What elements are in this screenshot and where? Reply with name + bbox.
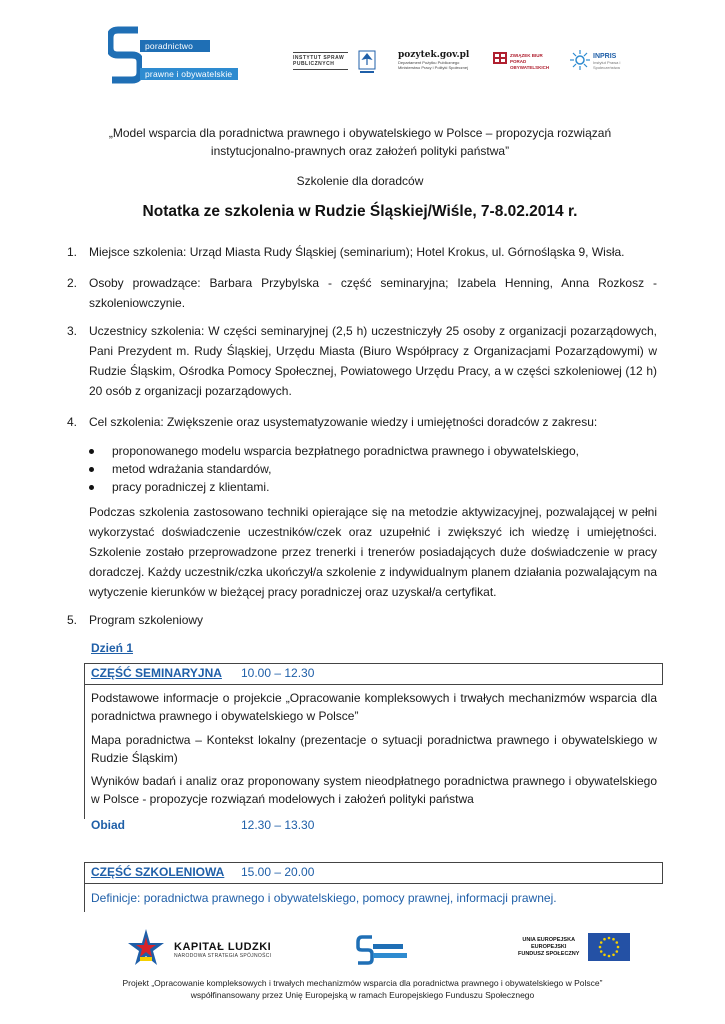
kapital-ludzki-sub: NARODOWA STRATEGIA SPÓJNOŚCI [174,953,272,959]
point-1-text: Miejsce szkolenia: Urząd Miasta Rudy Śląskiej (seminarium); Hotel Krokus, ul. Górnośląska 9, Wisła. [89,245,625,259]
zwiazek-flag-icon [493,52,507,64]
project-small-logo-icon [356,933,408,967]
project-title-line2: instytucjonalno-prawnych oraz założeń polityki państwa” [210,144,510,158]
kapital-ludzki-star-icon [126,927,166,967]
lunch-label: Obiad [91,818,126,832]
kapital-ludzki-name: KAPITAŁ LUDZKI [174,941,272,953]
methods-paragraph: Podczas szkolenia zastosowano techniki opierające się na metodzie aktywizacyjnej, pozwalającej w pełni wykorzystać doświadczenie uczestników/czek oraz uzupełnić i zwiększyć ich wiedzę i umiejętności. Szkolenie zostało przeprowadzone przez trenerki i trenerów posiadających duże doświadczenie w pracy doradczej. Każdy uczestnik/czka ukończył/a szkolenie z indywidualnym planem działania pozwalającym na wytyczenie kierunków w bieżącej pracy poradniczej oraz uzyskał/a certyfikat. [89,505,657,599]
bullet-dot-icon [89,485,94,490]
seminar-header-box [84,663,663,685]
inpris-sub: Instytut Prawa i Społeczeństwa [593,60,621,70]
day-label: Dzień 1 [91,641,134,655]
point-5-text: Program szkoleniowy [89,613,204,627]
eagle-emblem-icon [358,50,376,76]
point-1-number: 1. [67,245,78,259]
logo-line1: poradnictwo [140,40,210,52]
training-time: 15.00 – 20.00 [241,865,315,879]
partner-isp [293,50,348,80]
page-title: Notatka ze szkolenia w Rudzie Śląskiej/Wiśle, 7-8.02.2014 r. [142,203,578,220]
header-logos [108,20,648,95]
kapital-ludzki-text [174,941,271,959]
point-2-number: 2. [67,276,78,290]
partner-inpris [570,50,645,80]
bullet-dot-icon [89,467,94,472]
bullet-dot-icon [89,449,94,454]
bullet-text: proponowanego modelu wsparcia bezpłatnego poradnictwa prawnego i obywatelskiego, [112,444,579,458]
point-3-number: 3. [67,324,78,338]
pozytek-sub2: Ministerstwo Pracy i Polityki Społecznej [398,65,469,70]
partner-eagle [358,50,384,80]
seminar-label: CZĘŚĆ SEMINARYJNA [91,666,222,680]
training-border [84,884,85,912]
lunch-time: 12.30 – 13.30 [241,818,315,832]
eu-line1: UNIA EUROPEJSKA [522,937,576,943]
bullet-text: metod wdrażania standardów, [112,462,272,476]
seminar-item: Mapa poradnictwa – Kontekst lokalny (prezentacje o sytuacji poradnictwa prawnego i obywatelskiego w Rudzie Śląskim) [91,733,657,765]
pozytek-name: pozytek.gov.pl [398,50,470,60]
eu-line2: EUROPEJSKI [530,944,567,950]
eu-text [518,937,579,958]
seminar-item: Wyników badań i analiz oraz proponowany system nieodpłatnego poradnictwa prawnego i obywatelskiego w Polsce - propozycje rozwiązań modelowych i założeń polityki państwa [91,774,657,806]
eu-flag-icon [588,933,630,961]
partner-zwiazek [493,50,553,80]
project-title-quote [80,124,640,160]
seminar-time: 10.00 – 12.30 [241,666,315,680]
training-label: CZĘŚĆ SZKOLENIOWA [91,865,225,879]
zwiazek-line2: PORAD OBYWATELSKICH [510,59,550,70]
inpris-name: INPRIS [593,53,617,60]
s-logo-icon [108,26,142,84]
point-5-number: 5. [67,613,78,627]
isp-line1: INSTYTUT SPRAW [293,55,345,61]
point-4-number: 4. [67,415,78,429]
isp-line2: PUBLICZNYCH [293,61,335,67]
point-2-text: Osoby prowadzące: Barbara Przybylska - część seminaryjna; Izabela Henning, Anna Rozkosz - szkoleniowczynie. [89,276,657,310]
point-3-text: Uczestnicy szkolenia: W części seminaryjnej (2,5 h) uczestniczyły 25 osoby z organizacji pozarządowych, Pani Prezydent m. Rudy Śląskiej, Urzędu Miasta (Biuro Współpracy z Organizacjami Pozarządowymi) w Rudzie Śląskim, Ośrodka Pomocy Społecznej, Powiatowego Urzędu Pracy, a w części szkoleniowej (12 h) 20 osób z organizacji pozarządowych. [89,324,657,398]
footer-logos [118,915,638,973]
project-title-line1: „Model wsparcia dla poradnictwa prawnego i obywatelskiego w Polsce – propozycja rozwiązań [108,126,612,140]
partner-pozytek [398,50,480,80]
footer-note-line1: Projekt „Opracowanie kompleksowych i trwałych mechanizmów wsparcia dla poradnictwa prawnego i obywatelskiego w Polsce” [122,978,603,988]
zwiazek-line1: ZWIĄZEK BIUR [510,53,543,58]
definitions-text: Definicje: poradnictwa prawnego i obywatelskiego, pomocy prawnej, informacji prawnej. [91,891,557,905]
logo-line2: prawne i obywatelskie [140,68,238,80]
point-4-text: Cel szkolenia: Zwiększenie oraz usystematyzowanie wiedzy i umiejętności doradców z zakresu: [89,415,598,429]
footer-note-line2: współfinansowany przez Unię Europejską w ramach Europejskiego Funduszu Społecznego [190,990,535,1000]
training-header-box [84,862,663,884]
inpris-sun-icon [570,50,590,70]
seminar-border [84,684,85,819]
eu-line3: FUNDUSZ SPOŁECZNY [518,951,580,957]
subtitle: Szkolenie dla doradców [296,174,424,188]
project-logo [108,20,238,90]
seminar-item: Podstawowe informacje o projekcie „Opracowanie kompleksowych i trwałych mechanizmów wsparcia dla poradnictwa prawnego i obywatelskiego w Polsce” [91,691,657,723]
pozytek-sub1: Departament Pożytku Publicznego [398,60,460,65]
bullet-text: pracy poradniczej z klientami. [112,480,270,494]
